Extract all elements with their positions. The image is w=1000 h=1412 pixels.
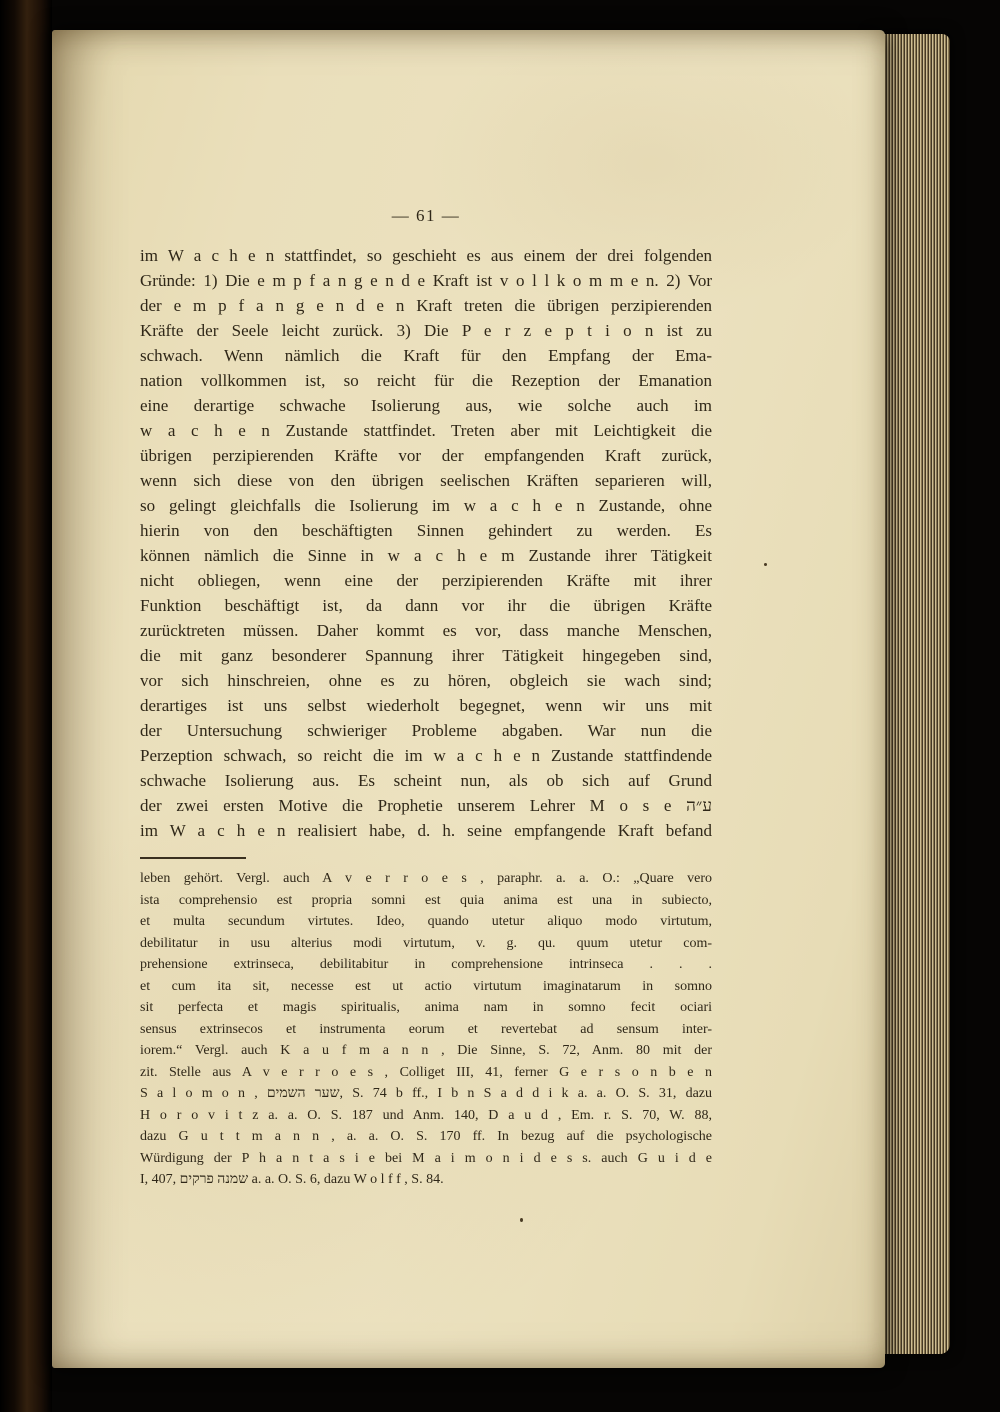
text-line: dazu G u t t m a n n , a. a. O. S. 170 ff. In bezug auf die psychologische	[140, 1129, 712, 1144]
text-line: übrigen perzipierenden Kräfte vor der empfangenden Kraft zurück,	[140, 446, 712, 465]
text-line: iorem.“ Vergl. auch K a u f m a n n , Die Sinne, S. 72, Anm. 80 mit der	[140, 1043, 712, 1058]
text-line: ista comprehensio est propria somni est quia anima est una in subiecto,	[140, 892, 712, 908]
text-line: der Untersuchung schwieriger Probleme abgaben. War nun die	[140, 721, 712, 740]
text-line: Würdigung der P h a n t a s i e bei M a i m o n i d e s s. auch G u i d e	[140, 1150, 712, 1166]
text-line: so gelingt gleichfalls die Isolierung im w a c h e n Zustande, ohne	[140, 496, 712, 515]
text-line: nicht obliegen, wenn eine der perzipierenden Kräfte mit ihrer	[140, 571, 712, 590]
body-text	[140, 243, 712, 843]
text-line: nation vollkommen ist, so reicht für die Rezeption der Emanation	[140, 371, 712, 390]
text-line: können nämlich die Sinne in w a c h e m Zustande ihrer Tätigkeit	[140, 546, 712, 565]
page-number: — 61 —	[391, 206, 461, 225]
text-line: sit perfecta et magis spiritualis, anima nam in somno fecit ociari	[140, 1000, 712, 1015]
text-line: zit. Stelle aus A v e r r o e s , Colliget III, 41, ferner G e r s o n b e n	[140, 1064, 712, 1080]
text-line: der e m p f a n g e n d e n Kraft treten die übrigen perzipierenden	[140, 296, 712, 315]
text-line: H o r o v i t z a. a. O. S. 187 und Anm. 140, D a u d , Em. r. S. 70, W. 88,	[140, 1107, 712, 1123]
text-line: Gründe: 1) Die e m p f a n g e n d e Kraft ist v o l l k o m m e n. 2) Vor	[140, 271, 712, 290]
text-line: derartiges ist uns selbst wiederholt begegnet, wenn wir uns mit	[140, 696, 712, 715]
ink-speck	[520, 1218, 523, 1222]
text-line: Funktion beschäftigt ist, da dann vor ihr die übrigen Kräfte	[140, 596, 712, 615]
book-spine	[0, 0, 52, 1412]
text-line: Kräfte der Seele leicht zurück. 3) Die P e r z e p t i o n ist zu	[140, 321, 712, 340]
text-line: sensus extrinsecos et instrumenta eorum et revertebat ad sensum inter-	[140, 1021, 712, 1037]
text-line: hierin von den beschäftigten Sinnen gehindert zu werden. Es	[140, 521, 712, 540]
text-line: prehensione extrinseca, debilitabitur in comprehensione intrinseca . . .	[140, 957, 712, 972]
book-page	[52, 30, 885, 1368]
text-line: w a c h e n Zustande stattfindet. Treten aber mit Leichtigkeit die	[140, 421, 712, 440]
footnote-text	[140, 868, 712, 1191]
text-line: eine derartige schwache Isolierung aus, wie solche auch im	[140, 396, 712, 415]
text-line: zurücktreten müssen. Daher kommt es vor, dass manche Menschen,	[140, 621, 712, 640]
text-line: im W a c h e n stattfindet, so geschieht es aus einem der drei folgenden	[140, 246, 712, 265]
text-column	[140, 30, 712, 1191]
text-line: die mit ganz besonderer Spannung ihrer Tätigkeit hingegeben sind,	[140, 646, 712, 665]
text-line: I, 407, שמנה פרקים a. a. O. S. 6, dazu W o l f f , S. 84.	[140, 1172, 444, 1187]
text-line: schwach. Wenn nämlich die Kraft für den Empfang der Ema-	[140, 346, 712, 365]
text-line: et cum ita sit, necesse est ut actio virtutum imaginatarum in somno	[140, 978, 712, 994]
text-line: vor sich hinschreien, ohne es zu hören, obgleich sie wach sind;	[140, 671, 712, 690]
ink-speck	[764, 563, 767, 566]
text-line: der zwei ersten Motive die Prophetie unserem Lehrer M o s e ע״ה	[140, 796, 712, 815]
text-line: Perzeption schwach, so reicht die im w a c h e n Zustande stattfindende	[140, 746, 712, 765]
text-line: wenn sich diese von den übrigen seelischen Kräften separieren will,	[140, 471, 712, 490]
text-line: im W a c h e n realisiert habe, d. h. seine empfangende Kraft befand	[140, 821, 712, 840]
text-line: leben gehört. Vergl. auch A v e r r o e s , paraphr. a. a. O.: „Quare vero	[140, 871, 712, 886]
footnote-separator-rule	[140, 857, 246, 859]
text-line: schwache Isolierung aus. Es scheint nun, als ob sich auf Grund	[140, 771, 712, 790]
text-line: et multa secundum virtutes. Ideo, quando utetur aliquo modo virtutum,	[140, 914, 712, 929]
text-line: debilitatur in usu alterius modi virtutum, v. g. qu. quum utetur com-	[140, 935, 712, 951]
text-line: S a l o m o n , שער השמים, S. 74 b ff., I b n S a d d i k a. a. O. S. 31, dazu	[140, 1086, 712, 1101]
